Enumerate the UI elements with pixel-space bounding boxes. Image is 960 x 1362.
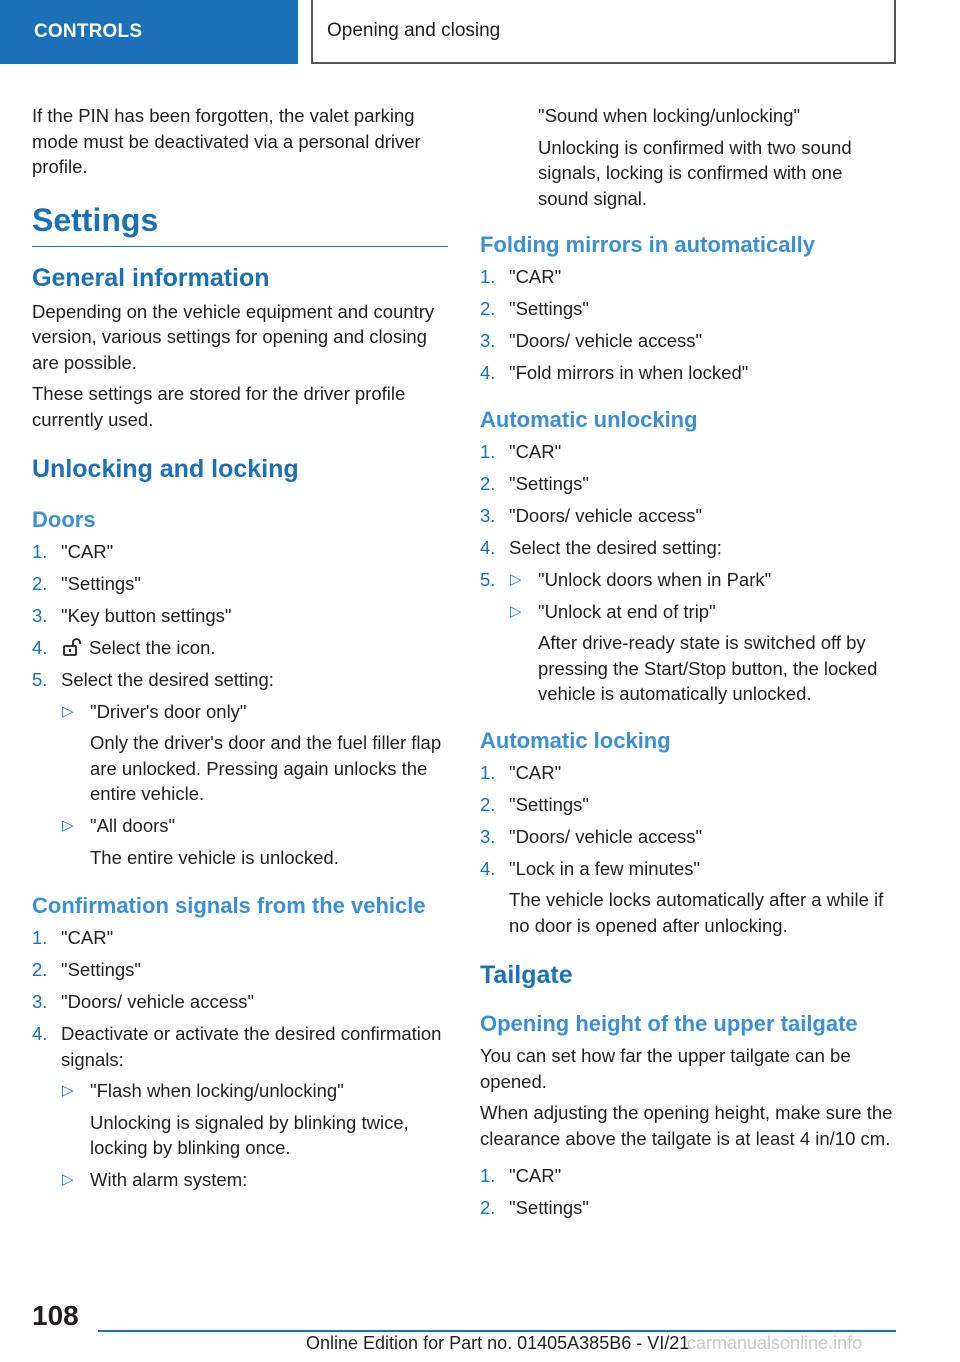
intro-paragraph: If the PIN has been forgotten, the valet parking mode must be deactivated via a personal driver profile.	[32, 105, 421, 177]
mirrors-steps	[480, 264, 896, 386]
autounlock-steps	[480, 439, 896, 707]
list-item: ▷ "Unlock doors when in Park"	[509, 567, 896, 593]
sound-option: "Sound when locking/unlocking" Unlocking is confirmed with two sound signals, locking is confirmed with one sound signal.	[538, 105, 852, 209]
list-item: 5. ▷ "Unlock doors when in Park" ▷ "Unlock at end of trip" After drive-ready state is switched off by pressing the Start/Stop button, the locked vehicle is automatically unlocked.	[480, 567, 896, 707]
list-item: 4. "Lock in a few minutes" The vehicle locks automatically after a while if no door is opened after unlocking.	[480, 857, 884, 936]
list-item: 3. "Doors/ vehicle access"	[480, 330, 703, 351]
list-item: 1. "CAR"	[480, 266, 562, 287]
general-paragraph-2: These settings are stored for the driver profile currently used.	[32, 383, 406, 430]
list-item: 3. "Doors/ vehicle access"	[32, 991, 255, 1012]
list-item: 3. "Doors/ vehicle access"	[480, 825, 703, 847]
list-item: ▷ "All doors" The entire vehicle is unlocked.	[62, 815, 339, 868]
general-paragraph-1: Depending on the vehicle equipment and country version, various settings for opening and closing are possible.	[32, 300, 435, 373]
height-paragraph-1: You can set how far the upper tailgate can be opened.	[480, 1045, 851, 1092]
footer-divider	[98, 1330, 896, 1332]
opening-height-heading: Opening height of the upper tailgate	[480, 1011, 858, 1036]
page-number: 108	[32, 1300, 79, 1331]
folding-mirrors-heading: Folding mirrors in automatically	[480, 232, 815, 257]
height-paragraph-2: When adjusting the opening height, make sure the clearance above the tailgate is at least 4 in/10 cm.	[480, 1102, 893, 1149]
list-item: 1. "CAR"	[32, 541, 114, 562]
settings-heading: Settings	[32, 200, 448, 247]
watermark: carmanualsonline.info	[687, 1333, 863, 1353]
chapter-tab: CONTROLS	[0, 0, 298, 64]
list-item: 4. Deactivate or activate the desired confirmation signals: ▷ "Flash when locking/unlocking" Unlocking is signaled by blinking twice, locking by blinking once. ▷ With alarm system:	[32, 1021, 448, 1193]
list-item: ▷ "Flash when locking/unlocking" Unlocking is signaled by blinking twice, locking by blinking once.	[62, 1080, 409, 1158]
list-item: ▷ "Unlock at end of trip" After drive-ready state is switched off by pressing the Start/Stop button, the locked vehicle is automatically unlocked.	[510, 600, 878, 704]
list-item: 1. "CAR"	[32, 927, 114, 948]
list-item: 2. "Settings"	[480, 472, 589, 494]
footer-edition: Online Edition for Part no. 01405A385B6 - VI/21	[306, 1333, 690, 1353]
confirmation-steps	[32, 925, 448, 1193]
list-item: 2. "Settings"	[32, 573, 141, 594]
list-item: 2. "Settings"	[480, 793, 589, 815]
tailgate-heading: Tailgate	[480, 961, 573, 989]
list-item: 1. "CAR"	[480, 440, 562, 462]
list-item: ▷ With alarm system:	[61, 1167, 448, 1193]
list-item: 2. "Settings"	[480, 1197, 589, 1218]
section-title: Opening and closing	[311, 0, 896, 64]
triangle-bullet-icon: ▷	[510, 602, 522, 620]
list-item: 2. "Settings"	[32, 959, 141, 980]
confirmation-signals-heading: Confirmation signals from the vehicle	[32, 893, 426, 918]
left-column	[32, 103, 448, 1199]
autolock-steps	[480, 760, 896, 939]
list-item: 4. Select the icon.	[32, 637, 216, 658]
right-column	[480, 103, 896, 1227]
doors-heading: Doors	[32, 507, 96, 532]
triangle-bullet-icon: ▷	[62, 817, 74, 834]
height-steps	[480, 1163, 896, 1221]
general-information-heading: General information	[32, 263, 270, 292]
triangle-bullet-icon: ▷	[510, 570, 522, 588]
list-item: ▷ "Driver's door only" Only the driver's door and the fuel filler flap are unlocked. Pressing again unlocks the entire vehicle.	[62, 700, 442, 804]
triangle-bullet-icon: ▷	[62, 1082, 74, 1099]
triangle-bullet-icon: ▷	[62, 702, 74, 720]
list-item: 1. "CAR"	[480, 1165, 562, 1186]
list-item: 2. "Settings"	[480, 298, 589, 319]
triangle-bullet-icon: ▷	[62, 1171, 74, 1188]
list-item: 4. "Fold mirrors in when locked"	[480, 362, 749, 383]
unlock-icon	[61, 637, 83, 657]
list-item: 3. "Doors/ vehicle access"	[480, 504, 703, 526]
unlocking-locking-heading: Unlocking and locking	[32, 455, 299, 483]
list-item: 5. Select the desired setting: ▷ "Driver's door only" Only the driver's door and the fuel filler flap are unlocked. Pressing again unlocks the entire vehicle. ▷ "All doors" The entire vehicle is unlocked.	[32, 667, 448, 870]
doors-steps	[32, 539, 448, 870]
automatic-unlocking-heading: Automatic unlocking	[480, 406, 698, 432]
automatic-locking-heading: Automatic locking	[480, 727, 671, 753]
list-item: 4. Select the desired setting:	[480, 536, 722, 558]
list-item: 3. "Key button settings"	[32, 605, 232, 626]
list-item: 1. "CAR"	[480, 761, 562, 783]
